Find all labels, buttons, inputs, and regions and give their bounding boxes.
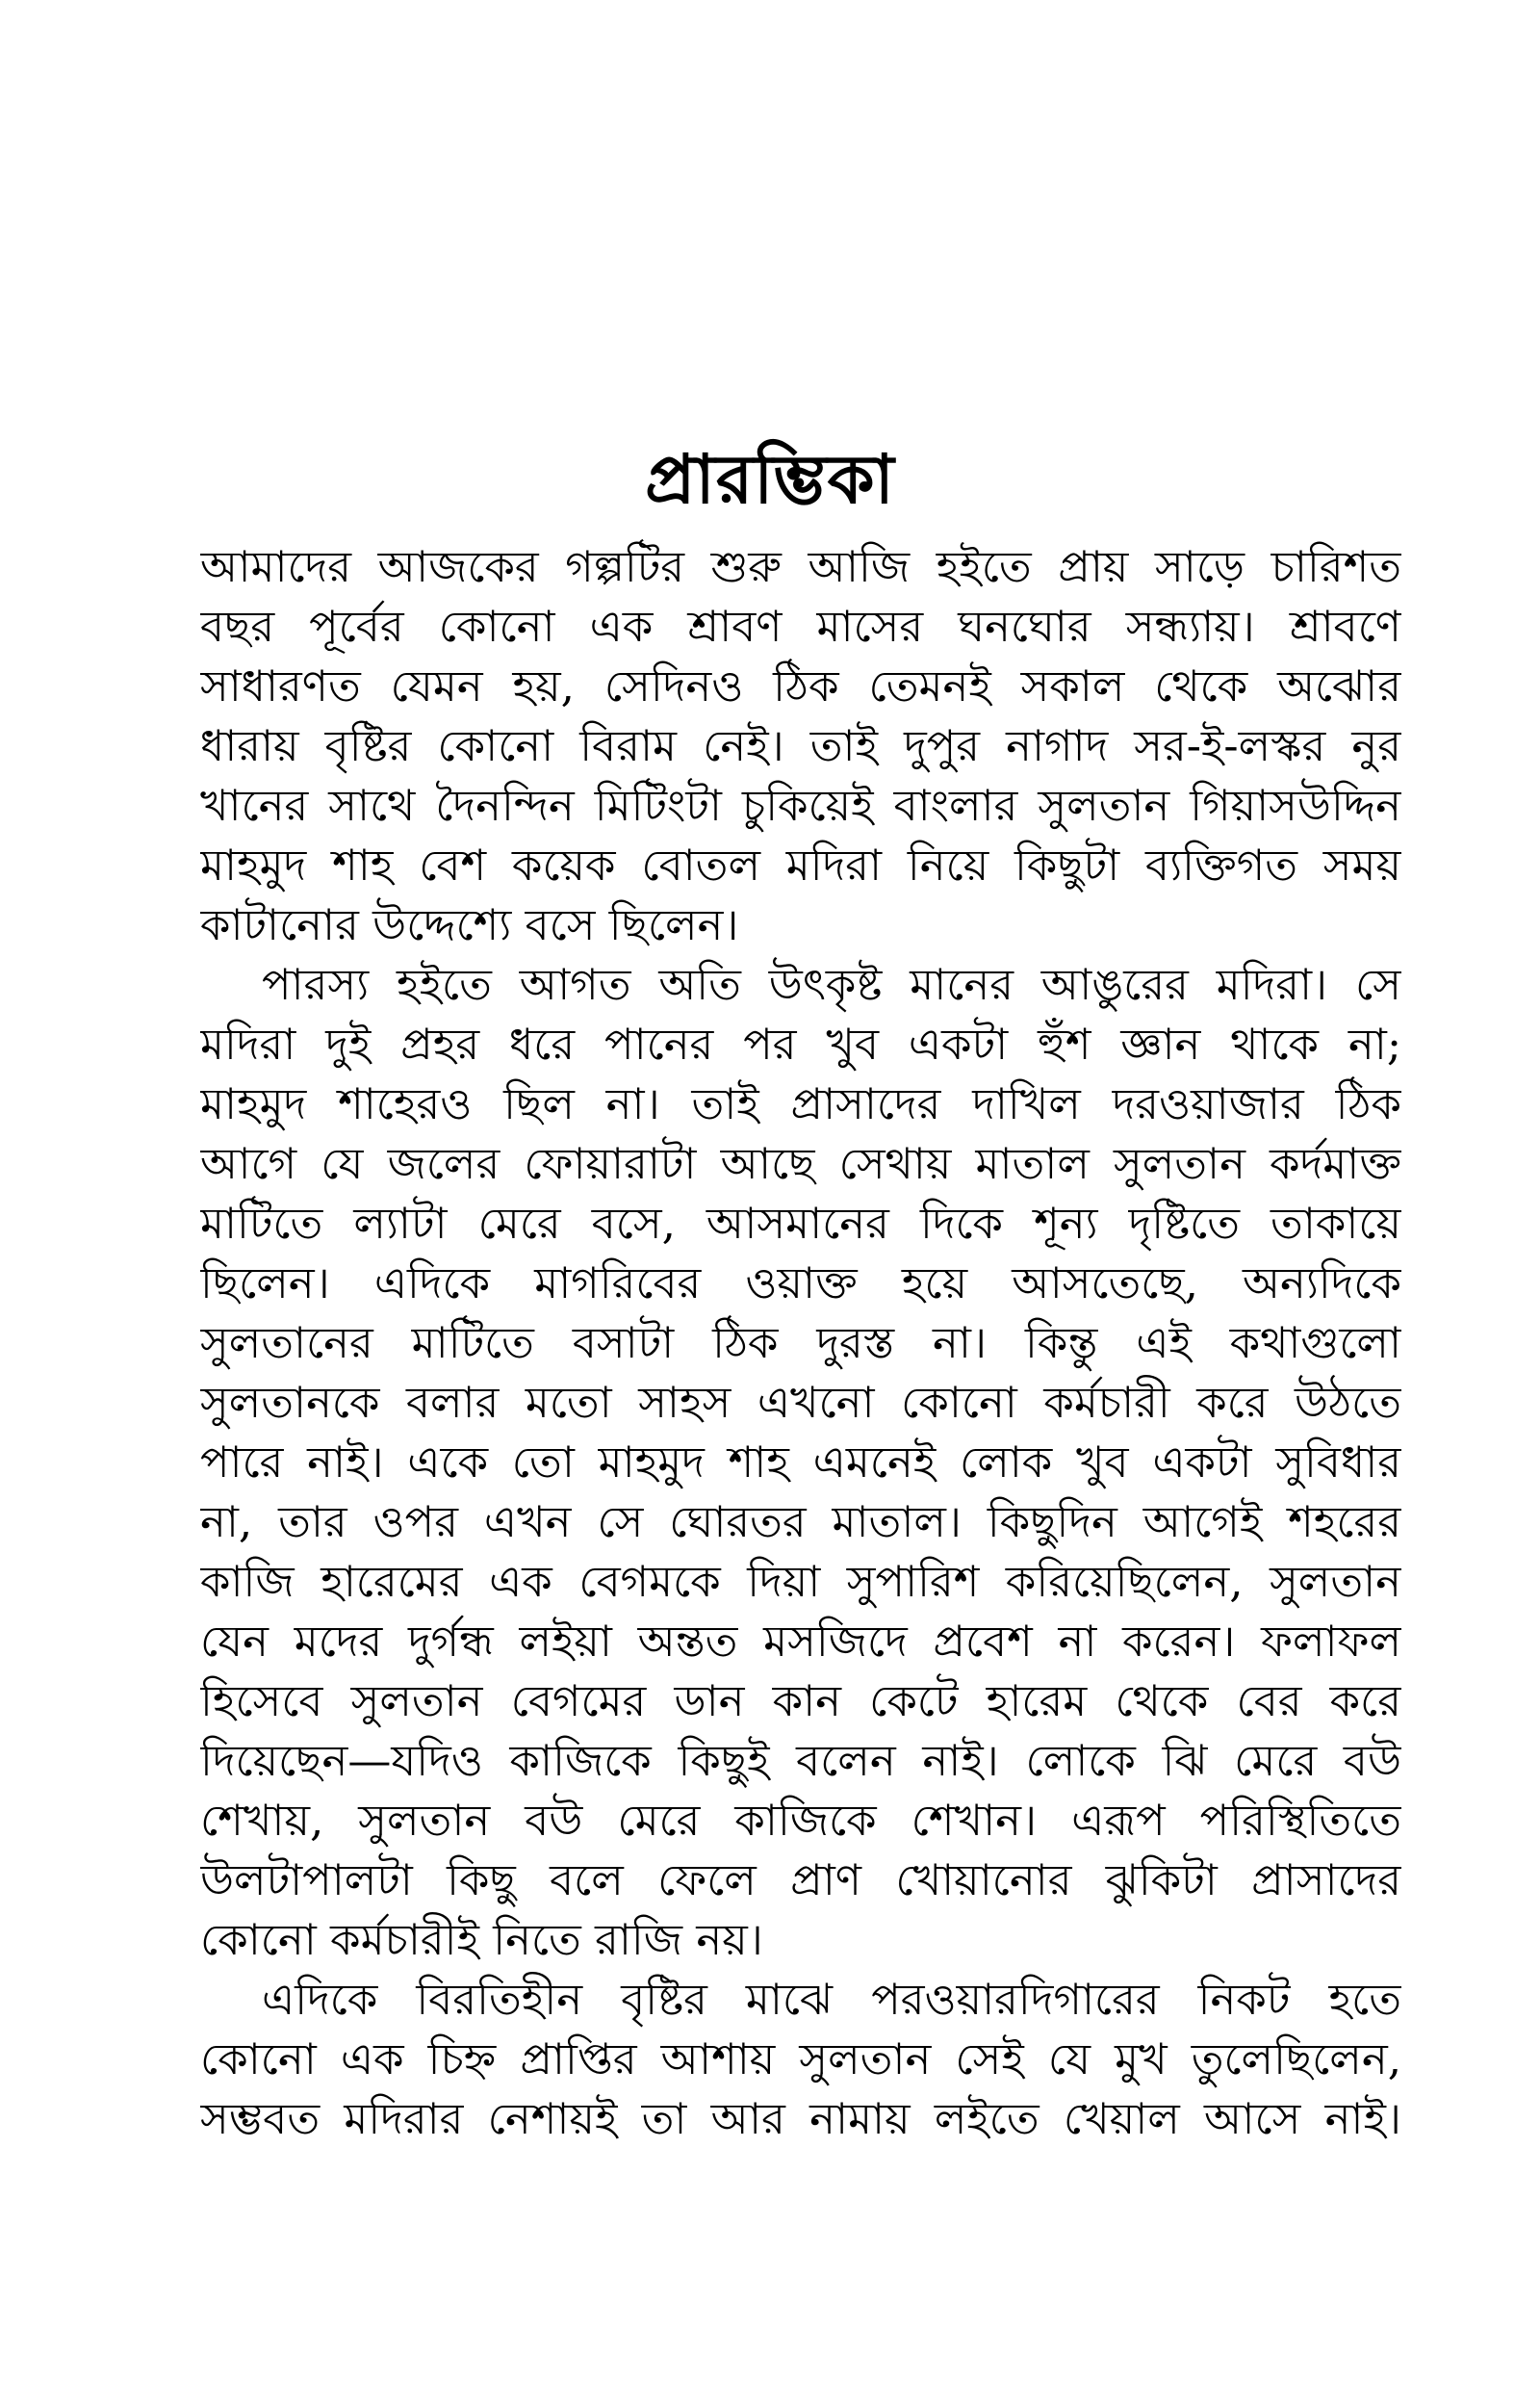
text-line: সুলতানের মাটিতে বসাটা ঠিক দুরস্ত না। কিন্তু এই কথাগুলো <box>200 1317 1401 1368</box>
text-line: কাজি হারেমের এক বেগমকে দিয়া সুপারিশ করিয়েছিলেন, সুলতান <box>200 1556 1401 1607</box>
text-line: পারস্য হইতে আগত অতি উৎকৃষ্ট মানের আঙুরের মদিরা। সে <box>262 959 1401 1010</box>
body-text <box>200 537 1401 2149</box>
text-line: মাহমুদ শাহ বেশ কয়েক বোতল মদিরা নিয়ে কিছুটা ব্যক্তিগত সময় <box>200 840 1401 891</box>
text-line: কাটানোর উদ্দেশ্যে বসে ছিলেন। <box>200 899 739 950</box>
text-line: এদিকে বিরতিহীন বৃষ্টির মাঝে পরওয়ারদিগারের নিকট হতে <box>262 1974 1401 2025</box>
paragraph <box>200 537 1401 955</box>
text-line: উলটাপালটা কিছু বলে ফেলে প্রাণ খোয়ানোর ঝুকিটা প্রাসাদের <box>200 1854 1401 1905</box>
text-line: দিয়েছেন—যদিও কাজিকে কিছুই বলেন নাই। লোকে ঝি মেরে বউ <box>200 1735 1401 1786</box>
page-title: প্রারম্ভিকা <box>645 439 895 519</box>
text-line: মাটিতে ল্যাটা মেরে বসে, আসমানের দিকে শূন্য দৃষ্টিতে তাকায়ে <box>200 1198 1401 1249</box>
paragraph <box>200 955 1401 1970</box>
text-line: না, তার ওপর এখন সে ঘোরতর মাতাল। কিছুদিন আগেই শহরের <box>200 1496 1401 1547</box>
text-line: বছর পূর্বের কোনো এক শ্রাবণ মাসের ঘনঘোর সন্ধ্যায়। শ্রাবণে <box>200 601 1401 652</box>
text-line: হিসেবে সুলতান বেগমের ডান কান কেটে হারেম থেকে বের করে <box>200 1675 1401 1726</box>
text-line: মদিরা দুই প্রহর ধরে পানের পর খুব একটা হুঁশ জ্ঞান থাকে না; <box>200 1019 1401 1070</box>
text-line: আগে যে জলের ফোয়ারাটা আছে সেথায় মাতাল সুলতান কর্দমাক্ত <box>200 1138 1401 1189</box>
text-line: কোনো এক চিহ্ন প্রাপ্তির আশায় সুলতান সেই যে মুখ তুলেছিলেন, <box>200 2033 1401 2084</box>
text-line: খানের সাথে দৈনন্দিন মিটিংটা চুকিয়েই বাংলার সুলতান গিয়াসউদ্দিন <box>200 780 1401 831</box>
text-line: সম্ভবত মদিরার নেশায়ই তা আর নামায় লইতে খেয়াল আসে নাই। <box>200 2093 1401 2144</box>
text-line: সাধারণত যেমন হয়, সেদিনও ঠিক তেমনই সকাল থেকে অঝোর <box>200 660 1401 712</box>
text-line: আমাদের আজকের গল্পটির শুরু আজি হইতে প্রায় সাড়ে চারিশত <box>200 541 1401 592</box>
text-line: মাহমুদ শাহেরও ছিল না। তাই প্রাসাদের দাখিল দরওয়াজার ঠিক <box>200 1078 1401 1129</box>
text-line: যেন মদের দুর্গন্ধ লইয়া অন্তত মসজিদে প্রবেশ না করেন। ফলাফল <box>200 1616 1401 1667</box>
text-line: কোনো কর্মচারীই নিতে রাজি নয়। <box>200 1914 763 1965</box>
text-line: পারে নাই। একে তো মাহমুদ শাহ এমনেই লোক খুব একটা সুবিধার <box>200 1436 1401 1488</box>
text-line: শেখায়, সুলতান বউ মেরে কাজিকে শেখান। এরূপ পরিস্থিতিতে <box>200 1795 1401 1846</box>
paragraph <box>200 1970 1401 2149</box>
text-line: ছিলেন। এদিকে মাগরিবের ওয়াক্ত হয়ে আসতেছে, অন্যদিকে <box>200 1257 1401 1308</box>
text-line: সুলতানকে বলার মতো সাহস এখনো কোনো কর্মচারী করে উঠতে <box>200 1377 1401 1428</box>
text-line: ধারায় বৃষ্টির কোনো বিরাম নেই। তাই দুপুর নাগাদ সর-ই-লস্কর নুর <box>200 720 1401 771</box>
